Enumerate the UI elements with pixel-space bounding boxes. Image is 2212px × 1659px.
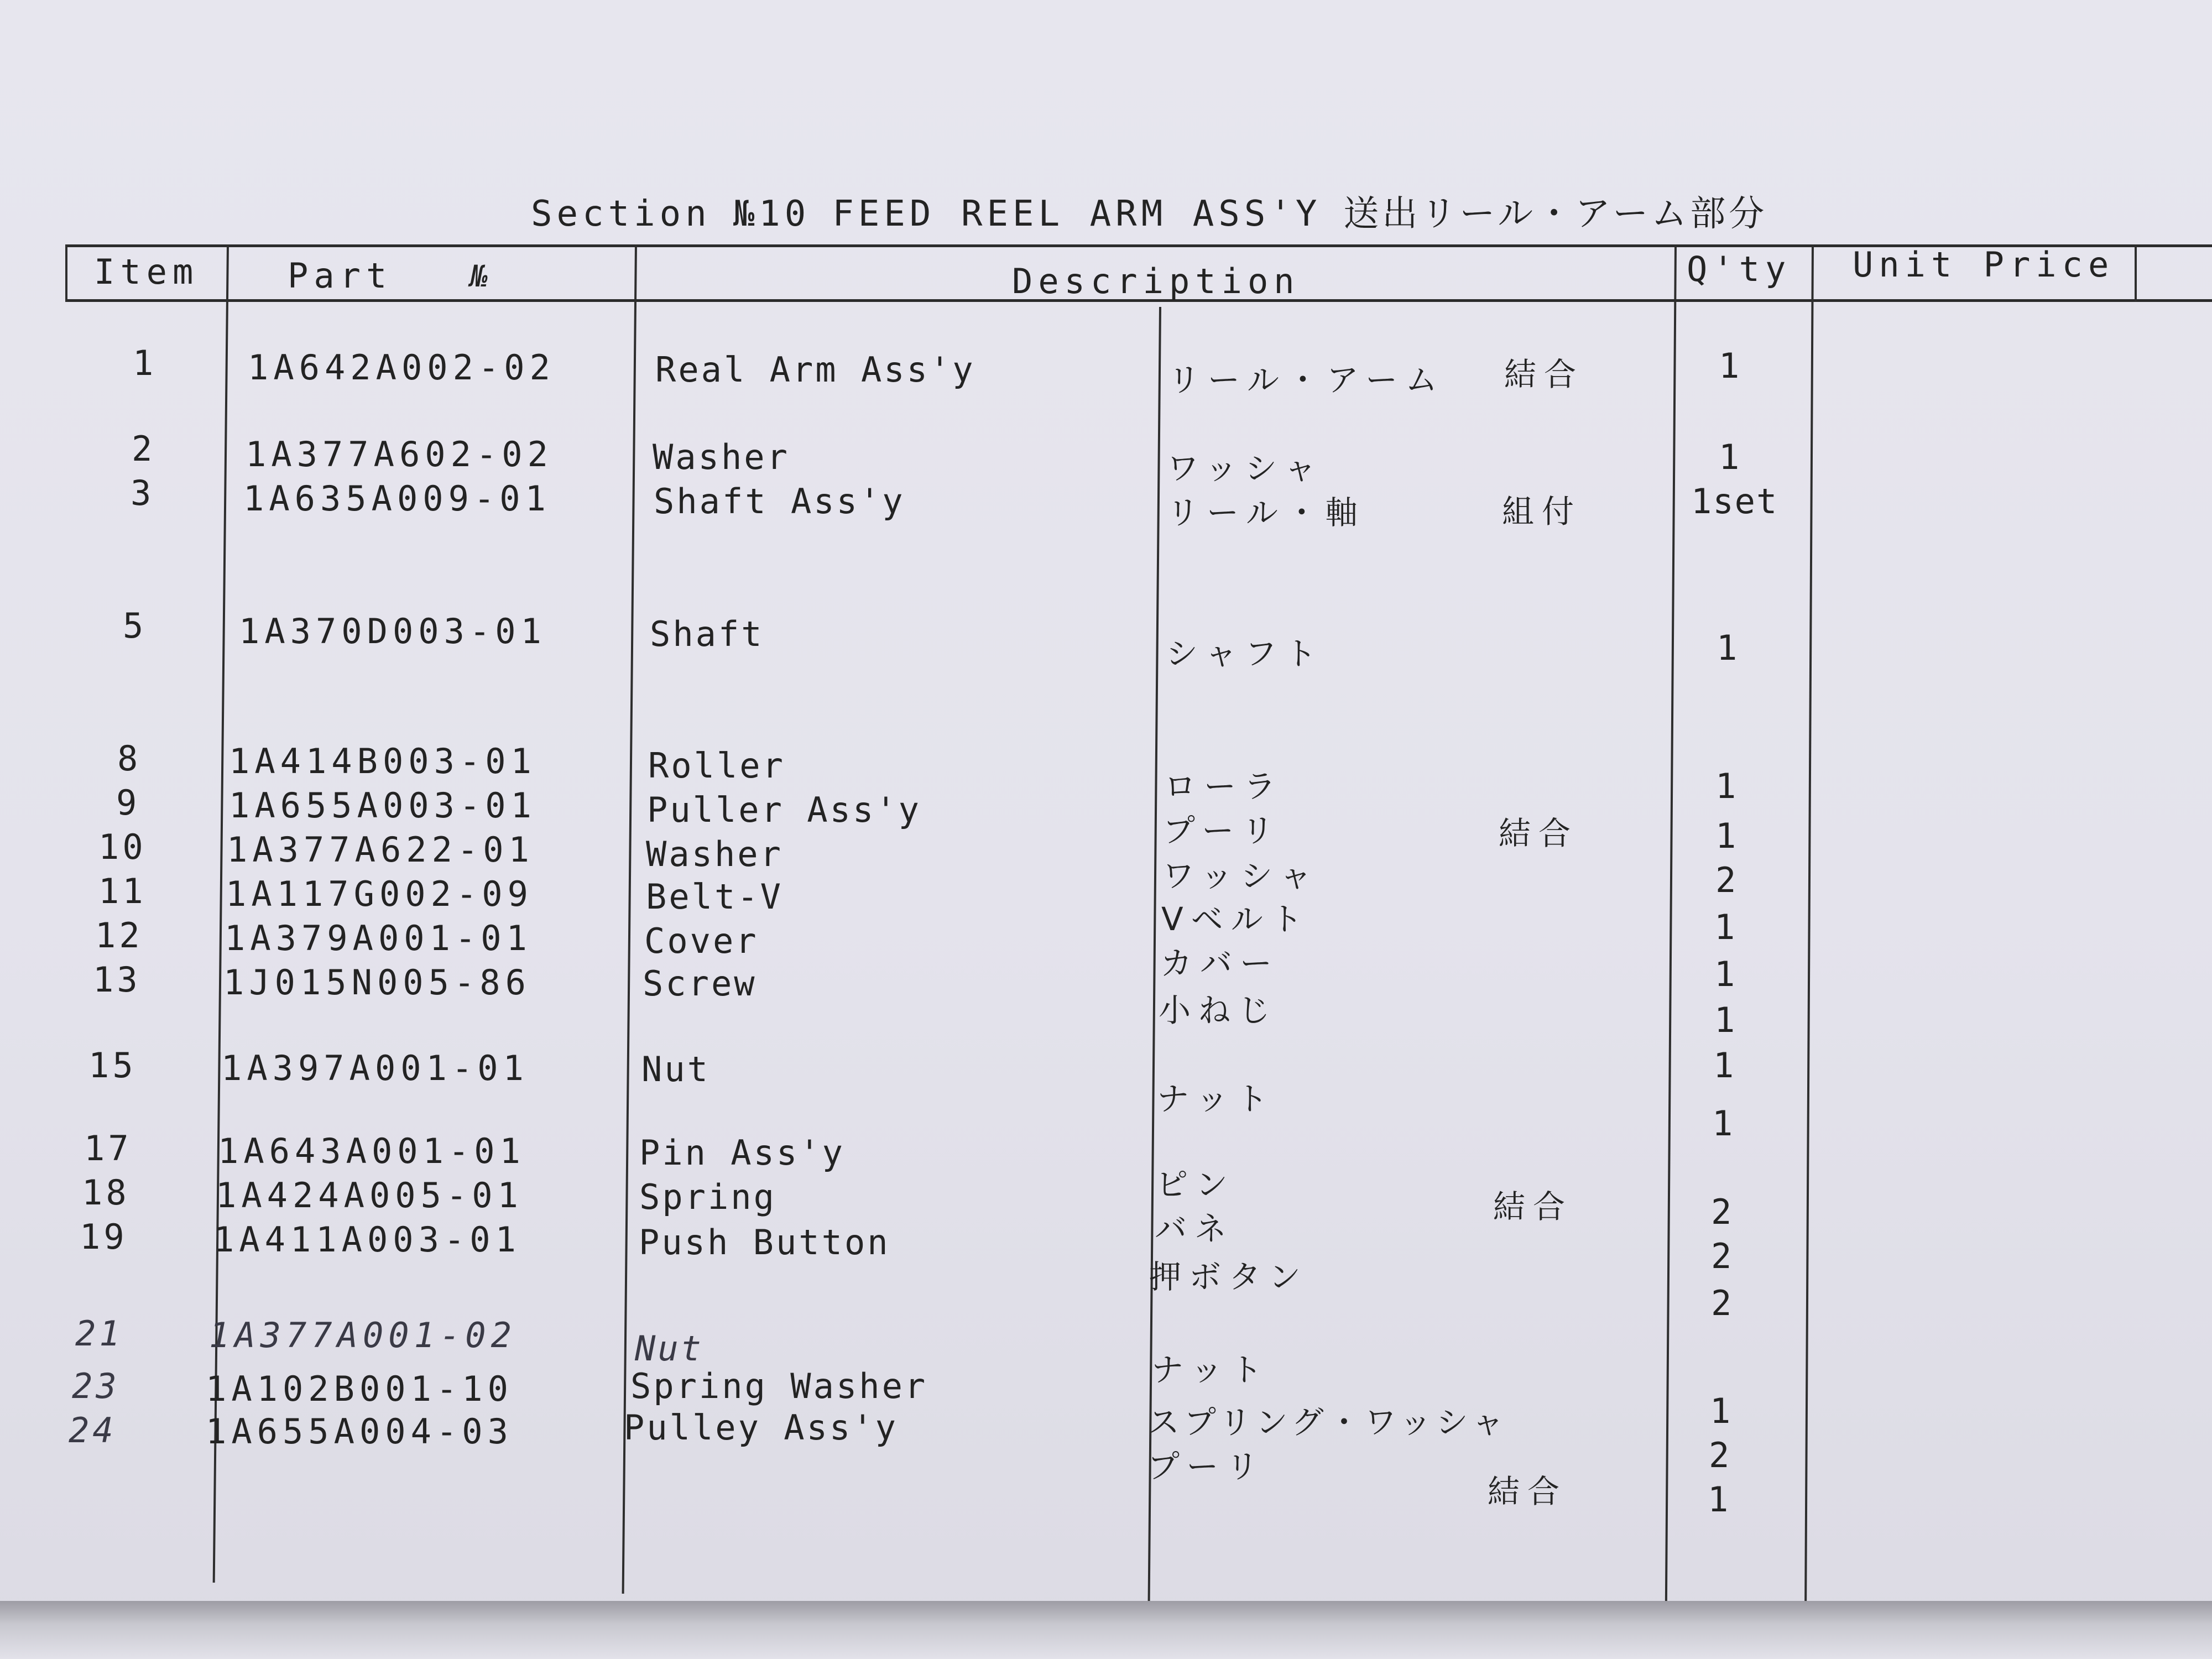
item-number: 18	[82, 1172, 130, 1213]
quantity: 1	[1712, 1103, 1734, 1144]
quantity: 1	[1708, 1479, 1730, 1520]
description-english: Push Button	[639, 1222, 890, 1262]
description-english: Real Arm Ass'y	[655, 349, 975, 390]
part-number: 1A411A003-01	[213, 1219, 521, 1260]
assembly-mark: 結合	[1493, 1188, 1573, 1225]
part-number: 1A635A009-01	[243, 478, 551, 519]
item-number: 23	[72, 1366, 120, 1406]
part-number: 1A102B001-10	[206, 1369, 513, 1409]
quantity: 2	[1715, 860, 1738, 900]
part-number: 1A655A003-01	[229, 785, 536, 826]
description-japanese: ピン	[1156, 1166, 1236, 1203]
quantity: 2	[1711, 1236, 1733, 1276]
description-english: Nut	[635, 1328, 703, 1369]
assembly-mark: 組付	[1502, 493, 1582, 530]
section-name: FEED REEL ARM ASS'Y	[832, 194, 1322, 234]
description-japanese: リール・アーム	[1168, 361, 1446, 399]
description-english: Roller	[648, 745, 785, 786]
item-number: 9	[116, 782, 140, 823]
header-part: Part	[288, 255, 393, 296]
quantity: 2	[1709, 1435, 1731, 1475]
column-line-right	[2135, 244, 2137, 302]
item-number: 24	[69, 1410, 117, 1451]
description-japanese: ワッシャ	[1167, 450, 1324, 487]
description-english: Pulley Ass'y	[624, 1407, 898, 1448]
header-unit-price: Unit Price	[1853, 244, 2115, 285]
item-number: 12	[95, 915, 143, 956]
item-number: 15	[88, 1045, 137, 1086]
page-edge-shadow	[0, 1601, 2212, 1659]
item-number: 13	[93, 959, 141, 1000]
description-english: Shaft	[650, 614, 764, 654]
quantity: 1	[1714, 1000, 1736, 1040]
item-number: 2	[132, 429, 156, 469]
part-number: 1A643A001-01	[218, 1131, 525, 1171]
description-japanese: ナット	[1151, 1351, 1270, 1389]
quantity: 1	[1714, 907, 1736, 947]
quantity: 1	[1713, 1045, 1735, 1086]
assembly-mark: 結合	[1499, 815, 1579, 852]
section-number: №10	[733, 194, 811, 234]
description-english: Spring Washer	[630, 1366, 928, 1406]
column-line-qty	[1665, 244, 1677, 1621]
description-japanese: ワッシャ	[1162, 857, 1319, 895]
quantity: 1	[1719, 346, 1741, 386]
section-title	[531, 185, 1790, 236]
description-japanese: カバー	[1160, 945, 1280, 982]
description-japanese: スプリング・ワッシャ	[1147, 1404, 1509, 1441]
description-japanese: バネ	[1155, 1210, 1235, 1248]
description-english: Puller Ass'y	[647, 790, 921, 830]
quantity: 2	[1711, 1283, 1733, 1323]
description-english: Spring	[639, 1177, 776, 1217]
assembly-mark: 結合	[1504, 356, 1584, 393]
assembly-mark: 結合	[1488, 1473, 1568, 1510]
item-number: 10	[98, 827, 147, 867]
item-number: 8	[117, 738, 142, 779]
description-english: Washer	[653, 437, 790, 477]
part-number: 1A379A001-01	[225, 918, 532, 958]
quantity: 1	[1717, 628, 1739, 668]
part-number: 1A397A001-01	[221, 1048, 529, 1088]
part-number: 1A655A004-03	[206, 1411, 513, 1452]
description-english: Cover	[644, 921, 759, 961]
description-english: Screw	[643, 963, 757, 1004]
part-number: 1A370D003-01	[239, 611, 546, 651]
part-number: 1A377A602-02	[246, 434, 553, 474]
item-number: 3	[131, 473, 155, 513]
description-japanese: 小ねじ	[1159, 992, 1279, 1029]
header-item: Item	[94, 252, 199, 292]
description-japanese: プーリ	[1147, 1448, 1266, 1485]
description-japanese: シャフト	[1166, 635, 1324, 672]
column-line-left	[65, 244, 67, 302]
item-number: 17	[84, 1128, 132, 1168]
column-line-price	[1804, 244, 1814, 1621]
part-number: 1A377A622-01	[227, 830, 534, 870]
description-japanese: 押ボタン	[1149, 1258, 1309, 1296]
description-japanese: プーリ	[1163, 812, 1282, 849]
item-number: 21	[75, 1313, 123, 1354]
item-number: 11	[98, 871, 147, 911]
header-part-no: №	[470, 259, 494, 294]
description-english: Washer	[646, 834, 783, 874]
quantity: 2	[1711, 1192, 1733, 1232]
description-japanese: Vベルト	[1161, 900, 1311, 938]
part-number: 1A414B003-01	[229, 741, 536, 781]
header-qty: Q'ty	[1687, 249, 1792, 289]
description-japanese: ナット	[1157, 1080, 1276, 1118]
quantity: 1	[1715, 766, 1738, 806]
description-english: Shaft Ass'y	[654, 481, 905, 521]
section-label: Section	[531, 194, 711, 234]
description-english: Pin Ass'y	[639, 1133, 845, 1173]
quantity: 1set	[1691, 481, 1778, 521]
description-english: Belt-V	[646, 877, 783, 917]
description-english: Nut	[641, 1049, 710, 1089]
quantity: 1	[1714, 954, 1736, 994]
description-japanese: リール・軸	[1167, 494, 1365, 531]
description-japanese: ローラ	[1164, 768, 1284, 805]
part-number: 1A117G002-09	[226, 874, 533, 914]
item-number: 1	[133, 343, 157, 383]
part-number: 1A377A001-02	[209, 1315, 517, 1355]
item-number: 5	[123, 606, 147, 646]
item-number: 19	[80, 1217, 128, 1257]
part-number: 1A424A005-01	[216, 1175, 523, 1215]
quantity: 1	[1710, 1391, 1732, 1431]
part-number: 1J015N005-86	[223, 962, 531, 1003]
quantity: 1	[1719, 437, 1741, 477]
part-number: 1A642A002-02	[248, 347, 555, 388]
section-name-japanese: 送出リール・アーム部分	[1343, 194, 1768, 234]
header-description: Description	[1012, 261, 1300, 301]
quantity: 1	[1715, 816, 1738, 856]
